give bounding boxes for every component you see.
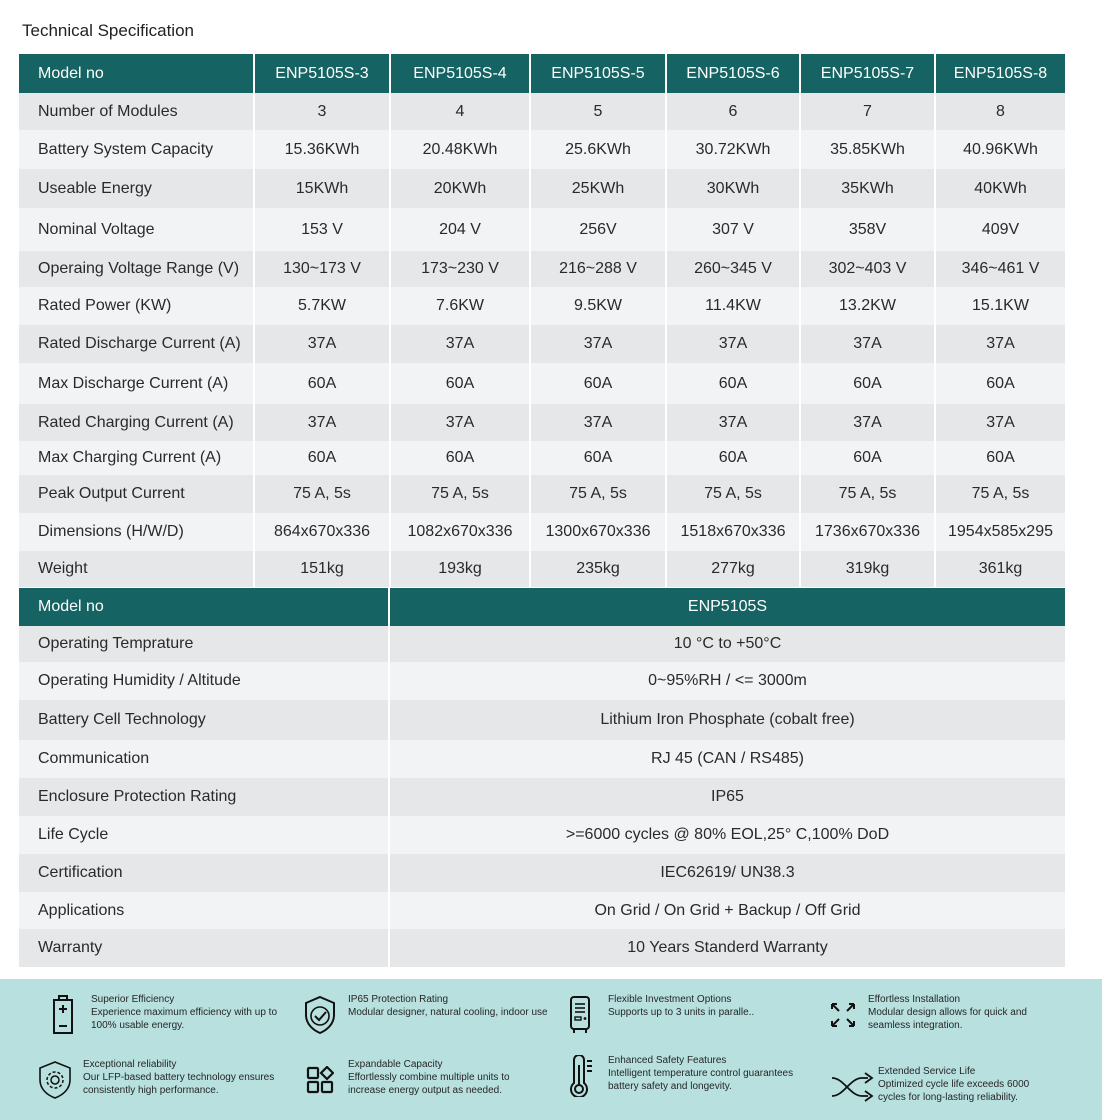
feature-item xyxy=(562,1054,808,1098)
row-value: 60A xyxy=(531,441,667,475)
row-value: 1300x670x336 xyxy=(531,513,667,551)
row-value: 37A xyxy=(531,325,667,363)
model-header: ENP5105S-7 xyxy=(801,54,936,93)
row-value: 15KWh xyxy=(255,169,391,208)
row-label: Max Discharge Current (A) xyxy=(19,363,255,404)
row-value: 7 xyxy=(801,93,936,130)
table-row xyxy=(19,513,1065,551)
thermometer-icon xyxy=(562,1054,598,1098)
row-value: 75 A, 5s xyxy=(255,475,391,513)
row-value: 30KWh xyxy=(667,169,801,208)
row-value: 60A xyxy=(531,363,667,404)
row-value: 60A xyxy=(667,363,801,404)
model-header: ENP5105S-4 xyxy=(391,54,531,93)
row-value: 302~403 V xyxy=(801,251,936,287)
row-value: 25KWh xyxy=(531,169,667,208)
row-value: Lithium Iron Phosphate (cobalt free) xyxy=(600,711,855,728)
row-label: Operaing Voltage Range (V) xyxy=(19,251,255,287)
row-label: Operating Temprature xyxy=(19,626,390,662)
row-value: 35.85KWh xyxy=(801,130,936,169)
row-value: 361kg xyxy=(978,560,1023,577)
row-value: 409V xyxy=(981,220,1020,238)
feature-desc: Modular designer, natural cooling, indoor use xyxy=(348,1007,548,1018)
row-value: 30.72KWh xyxy=(667,130,801,169)
row-value: 37A xyxy=(986,413,1015,431)
feature-title: Exceptional reliability xyxy=(83,1059,177,1070)
header-model: ENP5105S xyxy=(687,598,768,615)
row-value: 1736x670x336 xyxy=(801,513,936,551)
table-row xyxy=(19,929,1065,967)
row-value: 75 A, 5s xyxy=(667,475,801,513)
row-value: 4 xyxy=(391,93,531,130)
row-value: 8 xyxy=(996,102,1005,120)
table-row xyxy=(19,854,1065,892)
row-value: 37A xyxy=(391,325,531,363)
feature-item xyxy=(826,993,1048,1037)
row-value: 60A xyxy=(801,363,936,404)
row-value: 3 xyxy=(255,93,391,130)
row-label: Peak Output Current xyxy=(19,475,255,513)
table-row xyxy=(19,816,1065,854)
row-value: 277kg xyxy=(667,551,801,587)
table-header-row xyxy=(19,54,1065,93)
feature-item xyxy=(830,1065,1058,1109)
row-label: Operating Humidity / Altitude xyxy=(19,662,390,700)
row-value: 75 A, 5s xyxy=(971,485,1030,502)
row-value: 37A xyxy=(801,325,936,363)
model-header: ENP5105S-5 xyxy=(531,54,667,93)
table-row xyxy=(19,130,1065,169)
table-row xyxy=(19,93,1065,130)
row-value: 0~95%RH / <= 3000m xyxy=(648,672,807,689)
expand-arrows-icon xyxy=(826,993,860,1037)
shield-check-icon xyxy=(302,993,338,1037)
feature-item xyxy=(562,993,798,1037)
row-value: IEC62619/ UN38.3 xyxy=(660,864,795,881)
row-label: Useable Energy xyxy=(19,169,255,208)
table-row xyxy=(19,740,1065,778)
row-value: 40.96KWh xyxy=(963,140,1038,158)
row-value: 60A xyxy=(255,441,391,475)
row-label: Max Charging Current (A) xyxy=(19,441,255,475)
row-label: Number of Modules xyxy=(19,93,255,130)
row-value: 307 V xyxy=(667,208,801,251)
row-label: Dimensions (H/W/D) xyxy=(19,513,255,551)
table-row xyxy=(19,363,1065,404)
table-row xyxy=(19,626,1065,662)
feature-title: IP65 Protection Rating xyxy=(348,994,449,1005)
table-row xyxy=(19,325,1065,363)
row-value: 7.6KW xyxy=(391,287,531,325)
common-spec-table xyxy=(19,588,1065,967)
modules-grid-icon xyxy=(302,1058,338,1102)
row-value: 37A xyxy=(255,404,391,441)
row-value: 11.4KW xyxy=(667,287,801,325)
row-value: 9.5KW xyxy=(531,287,667,325)
row-value: 60A xyxy=(986,374,1015,392)
row-value: 130~173 V xyxy=(255,251,391,287)
row-value: 60A xyxy=(255,363,391,404)
shuffle-arrows-icon xyxy=(830,1065,874,1109)
row-value: 235kg xyxy=(531,551,667,587)
row-value: 37A xyxy=(667,325,801,363)
row-value: 75 A, 5s xyxy=(391,475,531,513)
row-label: Battery Cell Technology xyxy=(19,700,390,740)
feature-title: Extended Service Life xyxy=(878,1066,976,1077)
row-value: 60A xyxy=(391,363,531,404)
feature-item xyxy=(302,1058,538,1102)
row-value: 60A xyxy=(986,449,1015,466)
features-band xyxy=(0,979,1102,1120)
feature-item xyxy=(302,993,548,1037)
row-value: 319kg xyxy=(801,551,936,587)
row-value: On Grid / On Grid + Backup / Off Grid xyxy=(594,901,861,919)
row-value: RJ 45 (CAN / RS485) xyxy=(651,750,804,767)
model-header: ENP5105S-6 xyxy=(667,54,801,93)
row-value: 204 V xyxy=(391,208,531,251)
row-label: Applications xyxy=(19,892,390,929)
feature-desc: Experience maximum efficiency with up to 100% usable energy. xyxy=(91,1007,278,1031)
table-row xyxy=(19,251,1065,287)
feature-desc: Our LFP-based battery technology ensures consistently high performance. xyxy=(83,1072,275,1096)
row-value: 864x670x336 xyxy=(255,513,391,551)
row-value: 37A xyxy=(801,404,936,441)
row-value: 20.48KWh xyxy=(391,130,531,169)
row-label: Enclosure Protection Rating xyxy=(19,778,390,816)
row-label: Warranty xyxy=(19,929,390,967)
table-row xyxy=(19,662,1065,700)
row-value: 60A xyxy=(667,441,801,475)
feature-title: Effortless Installation xyxy=(868,994,961,1005)
table-row xyxy=(19,892,1065,929)
row-value: 346~461 V xyxy=(961,260,1040,277)
row-value: 10 Years Standerd Warranty xyxy=(627,939,828,956)
row-label: Communication xyxy=(19,740,390,778)
model-header: ENP5105S-8 xyxy=(953,64,1048,82)
table-row xyxy=(19,169,1065,208)
row-label: Nominal Voltage xyxy=(19,208,255,251)
row-value: 40KWh xyxy=(974,179,1027,197)
table-row xyxy=(19,441,1065,475)
table-row xyxy=(19,778,1065,816)
shield-gear-icon xyxy=(37,1058,73,1102)
row-value: 37A xyxy=(531,404,667,441)
row-label: Weight xyxy=(19,551,255,587)
feature-title: Enhanced Safety Features xyxy=(608,1055,727,1066)
row-value: 20KWh xyxy=(391,169,531,208)
row-value: 6 xyxy=(667,93,801,130)
row-value: 35KWh xyxy=(801,169,936,208)
row-value: 37A xyxy=(255,325,391,363)
feature-desc: Modular design allows for quick and seamless integration. xyxy=(868,1007,1027,1031)
row-value: 216~288 V xyxy=(531,251,667,287)
row-value: 153 V xyxy=(255,208,391,251)
row-value: 75 A, 5s xyxy=(531,475,667,513)
row-label: Battery System Capacity xyxy=(19,130,255,169)
row-value: 5.7KW xyxy=(255,287,391,325)
row-value: >=6000 cycles @ 80% EOL,25° C,100% DoD xyxy=(565,826,890,843)
row-value: 1954x585x295 xyxy=(948,523,1053,540)
row-value: 60A xyxy=(801,441,936,475)
feature-desc: Supports up to 3 units in paralle.. xyxy=(608,1007,755,1018)
row-value: 1518x670x336 xyxy=(667,513,801,551)
row-label: Rated Power (KW) xyxy=(19,287,255,325)
row-value: 193kg xyxy=(391,551,531,587)
battery-icon xyxy=(45,993,81,1037)
row-value: 173~230 V xyxy=(391,251,531,287)
table-row xyxy=(19,287,1065,325)
row-value: IP65 xyxy=(711,788,744,805)
header-label: Model no xyxy=(19,588,390,626)
feature-title: Expandable Capacity xyxy=(348,1059,443,1070)
row-value: 151kg xyxy=(255,551,391,587)
feature-title: Flexible Investment Options xyxy=(608,994,732,1005)
row-value: 75 A, 5s xyxy=(801,475,936,513)
row-value: 1082x670x336 xyxy=(391,513,531,551)
row-value: 260~345 V xyxy=(667,251,801,287)
table-row xyxy=(19,551,1065,587)
row-value: 10 °C to +50°C xyxy=(673,635,782,652)
feature-desc: Optimized cycle life exceeds 6000 cycles for long-lasting reliability. xyxy=(878,1079,1030,1103)
row-label: Certification xyxy=(19,854,390,892)
row-value: 60A xyxy=(391,441,531,475)
row-value: 256V xyxy=(531,208,667,251)
model-header: ENP5105S-3 xyxy=(255,54,391,93)
battery-cabinet-icon xyxy=(562,993,598,1037)
row-value: 37A xyxy=(391,404,531,441)
table-row xyxy=(19,404,1065,441)
row-label: Rated Charging Current (A) xyxy=(19,404,255,441)
row-value: 15.1KW xyxy=(972,297,1029,314)
row-value: 358V xyxy=(801,208,936,251)
feature-item xyxy=(45,993,281,1037)
feature-item xyxy=(37,1058,283,1102)
row-value: 13.2KW xyxy=(801,287,936,325)
feature-title: Superior Efficiency xyxy=(91,994,175,1005)
row-value: 15.36KWh xyxy=(255,130,391,169)
row-value: 37A xyxy=(667,404,801,441)
row-value: 5 xyxy=(531,93,667,130)
model-spec-table xyxy=(19,54,1065,587)
page-title: Technical Specification xyxy=(22,21,194,40)
row-value: 25.6KWh xyxy=(531,130,667,169)
table-header-row xyxy=(19,588,1065,626)
feature-desc: Effortlessly combine multiple units to increase energy output as needed. xyxy=(348,1072,510,1096)
table-row xyxy=(19,208,1065,251)
header-label: Model no xyxy=(19,54,255,93)
table-row xyxy=(19,700,1065,740)
row-label: Rated Discharge Current (A) xyxy=(19,325,255,363)
row-label: Life Cycle xyxy=(19,816,390,854)
table-row xyxy=(19,475,1065,513)
row-value: 37A xyxy=(986,335,1015,352)
feature-desc: Intelligent temperature control guarantees battery safety and longevity. xyxy=(608,1068,794,1092)
